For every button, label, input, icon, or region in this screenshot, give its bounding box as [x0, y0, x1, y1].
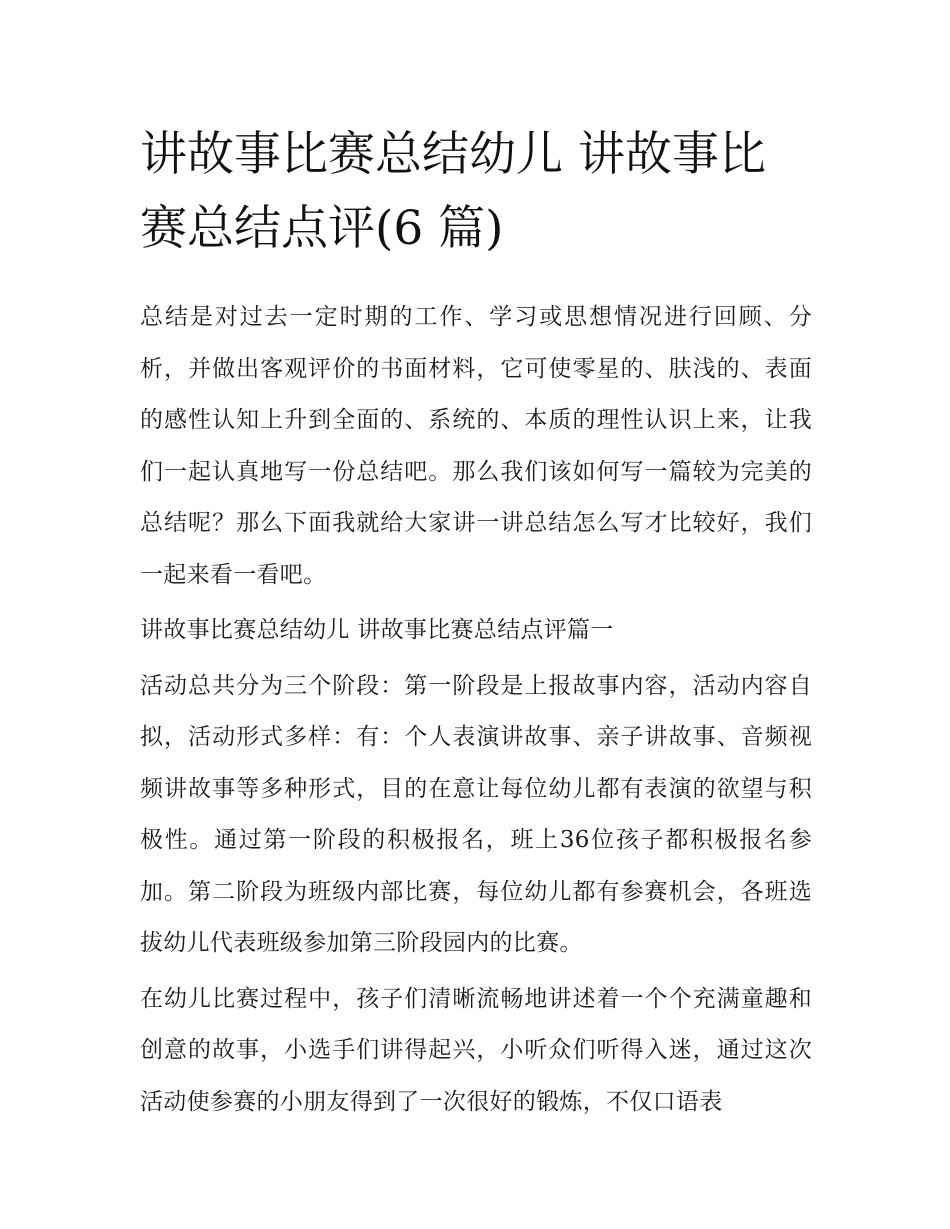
intro-paragraph: 总结是对过去一定时期的工作、学习或思想情况进行回顾、分析，并做出客观评价的书面材料，它可使零星的、肤浅的、表面的感性认知上升到全面的、系统的、本质的理性认识上来，让我们一起认真地写一份总结吧。那么我们该如何写一篇较为完美的总结呢？那么下面我就给大家讲一讲总结怎么写才比较好，我们一起来看一看吧。: [140, 304, 812, 588]
document-body: [140, 118, 812, 1132]
section-heading: 讲故事比赛总结幼儿 讲故事比赛总结点评篇一: [140, 617, 614, 643]
document-title: 讲故事比赛总结幼儿 讲故事比赛总结点评(6 篇): [140, 127, 766, 256]
body-paragraph: 活动总共分为三个阶段：第一阶段是上报故事内容，活动内容自拟，活动形式多样：有：个人表演讲故事、亲子讲故事、音频视频讲故事等多种形式，目的在意让每位幼儿都有表演的欲望与积极性。通过第一阶段的积极报名，班上36位孩子都积极报名参加。第二阶段为班级内部比赛，每位幼儿都有参赛机会，各班选拔幼儿代表班级参加第三阶段园内的比赛。: [140, 672, 812, 956]
body-paragraph: 在幼儿比赛过程中，孩子们清晰流畅地讲述着一个个充满童趣和创意的故事，小选手们讲得起兴，小听众们听得入迷，通过这次活动使参赛的小朋友得到了一次很好的锻炼，不仅口语表: [140, 985, 812, 1115]
